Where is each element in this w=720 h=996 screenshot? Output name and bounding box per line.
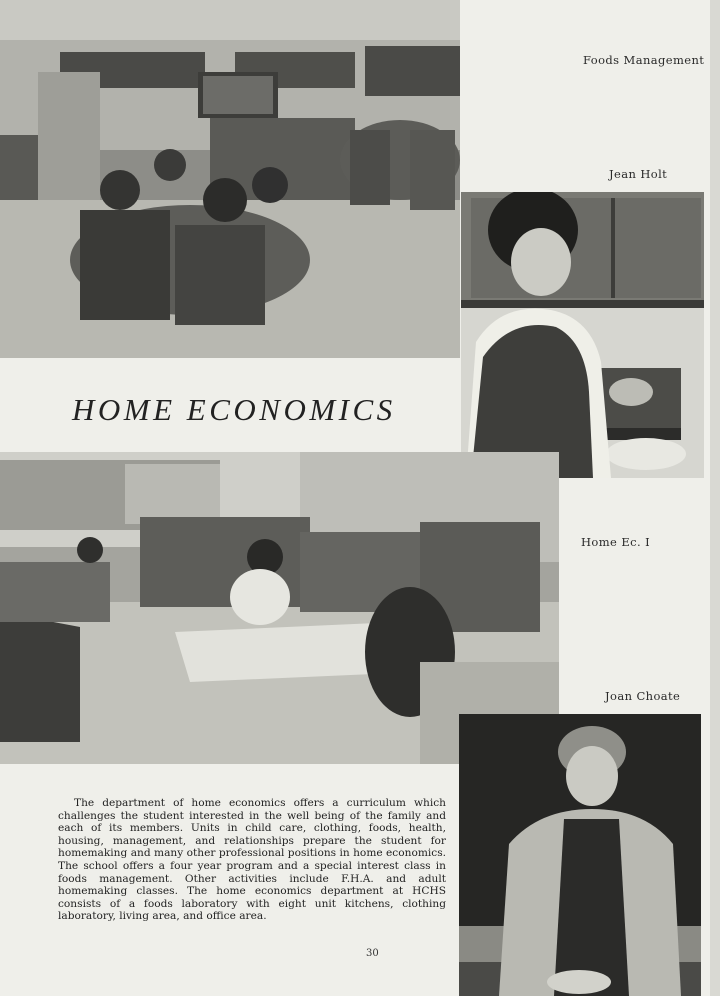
page-number: 30 — [366, 948, 379, 959]
caption-joan-choate: Joan Choate — [605, 689, 681, 703]
caption-home-ec-one: Home Ec. I — [581, 535, 651, 549]
joan-choate-photo — [459, 714, 701, 996]
page-title: HOME ECONOMICS — [72, 392, 396, 427]
jean-holt-photo — [461, 192, 704, 478]
caption-foods-management: Foods Management — [583, 53, 705, 67]
department-description: The department of home economics offers a curriculum which challenges the student interested in the well being of the family and each of its members. Units in child care, clothing, foods, health, housing, management, and relationships prepare the student for homemaking and many other professional positions in home economics. The school offers a four year program and a special interest class in foods management. Other activities include F.H.A. and adult homemaking classes. The home economics department at HCHS consists of a foods laboratory with eight unit kitchens, clothing laboratory, living area, and office area. — [58, 797, 446, 923]
caption-jean-holt: Jean Holt — [609, 167, 668, 181]
foods-lab-photo — [0, 0, 460, 358]
page-edge — [710, 0, 720, 996]
